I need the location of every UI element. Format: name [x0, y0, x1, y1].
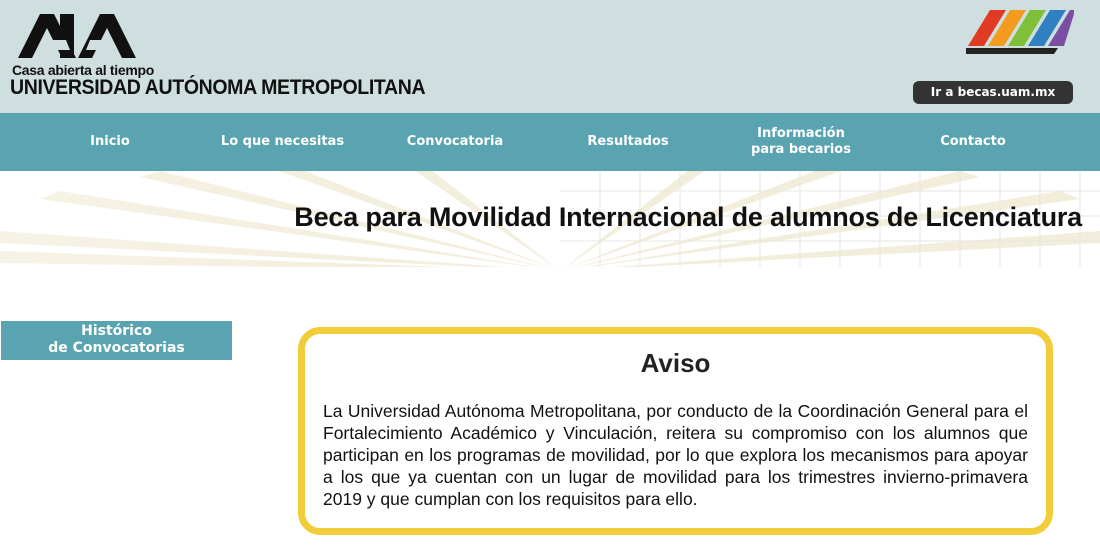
- nav-item-resultados[interactable]: [570, 113, 686, 171]
- page-title: Beca para Movilidad Internacional de alumnos de Licenciatura: [294, 202, 1082, 232]
- nav-item-convocatoria[interactable]: [395, 113, 515, 171]
- site-header: [0, 0, 1100, 113]
- historico-convocatorias-button[interactable]: [1, 321, 232, 360]
- main-nav: [0, 113, 1100, 171]
- nav-label: Contacto: [940, 134, 1006, 149]
- notice-box: [298, 327, 1053, 535]
- historico-label: Histórico de Convocatorias: [48, 323, 185, 356]
- nav-label: Lo que necesitas: [220, 134, 345, 149]
- uam-logo-icon[interactable]: [18, 10, 136, 60]
- logo-tagline: Casa abierta al tiempo: [12, 62, 155, 78]
- nav-label: Resultados: [587, 134, 669, 149]
- becas-uam-link[interactable]: Ir a becas.uam.mx: [913, 81, 1073, 104]
- nav-label: Convocatoria: [406, 134, 504, 149]
- nav-label: Información para becarios: [751, 126, 851, 157]
- nav-label: Inicio: [90, 134, 130, 149]
- page-banner: [0, 171, 1100, 267]
- university-name[interactable]: UNIVERSIDAD AUTÓNOMA METROPOLITANA: [10, 76, 426, 99]
- nav-item-inicio[interactable]: [60, 113, 160, 171]
- rainbow-stripes-icon: [966, 8, 1074, 58]
- notice-title: Aviso: [640, 348, 711, 378]
- nav-item-contacto[interactable]: [920, 113, 1026, 171]
- nav-item-informacion-becarios[interactable]: [735, 113, 867, 171]
- nav-item-lo-que-necesitas[interactable]: [205, 113, 360, 171]
- notice-body: La Universidad Autónoma Metropolitana, por conducto de la Coordinación General para el Fortalecimiento Académico y Vinculación, reitera su compromiso con los alumnos que participan en los programas de movilidad, por lo que explora los mecanismos para apoyar a los que ya cuentan con un lugar de movilidad para los trimestres invierno-primavera 2019 y que cumplan con los requisitos para ello.: [323, 401, 1028, 509]
